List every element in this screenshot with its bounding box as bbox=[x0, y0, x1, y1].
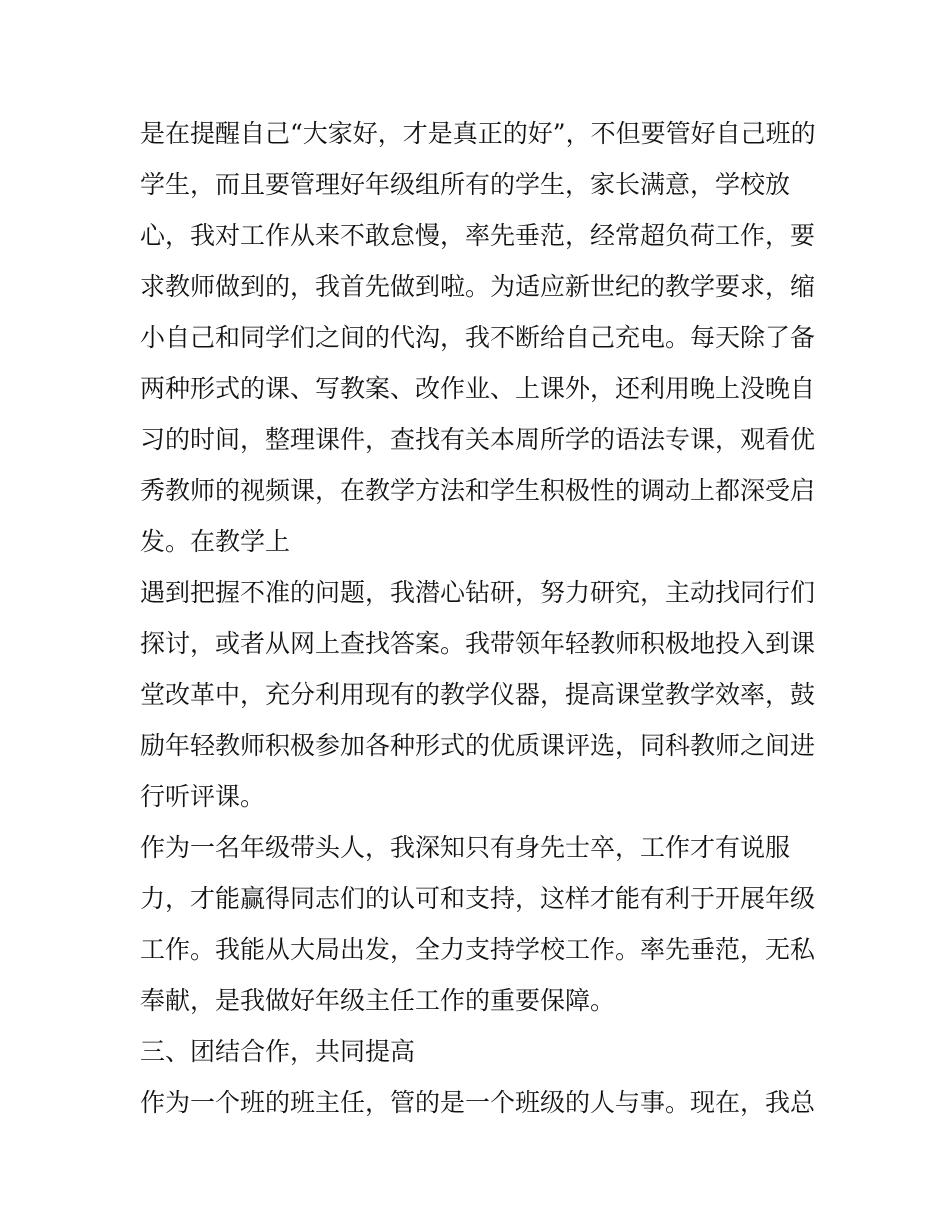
text-line: 奉献，是我做好年级主任工作的重要保障。 bbox=[140, 986, 616, 1015]
text-line: 堂改革中，充分利用现有的教学仪器，提高课堂教学效率，鼓 bbox=[140, 680, 816, 709]
text-line: 励年轻教师积极参加各种形式的优质课评选，同科教师之间进 bbox=[140, 731, 816, 760]
text-line: 力，才能赢得同志们的认可和支持，这样才能有利于开展年级 bbox=[140, 884, 816, 913]
text-line: 工作。我能从大局出发，全力支持学校工作。率先垂范，无私 bbox=[140, 935, 816, 964]
text-line: 学生，而且要管理好年级组所有的学生，家长满意，学校放 bbox=[140, 170, 791, 199]
text-line: 小自己和同学们之间的代沟，我不断给自己充电。每天除了备 bbox=[140, 323, 816, 352]
text-line: 求教师做到的，我首先做到啦。为适应新世纪的教学要求，缩 bbox=[140, 272, 816, 301]
text-line: 探讨，或者从网上查找答案。我带领年轻教师积极地投入到课 bbox=[140, 629, 816, 658]
text-line: 秀教师的视频课，在教学方法和学生积极性的调动上都深受启 bbox=[140, 476, 816, 505]
text-line: 作为一名年级带头人，我深知只有身先士卒，工作才有说服 bbox=[140, 833, 791, 862]
text-line: 是在提醒自己“大家好，才是真正的好”，不但要管好自己班的 bbox=[140, 119, 816, 148]
text-line: 行听评课。 bbox=[140, 782, 266, 811]
text-line: 心，我对工作从来不敢怠慢，率先垂范，经常超负荷工作，要 bbox=[140, 221, 816, 250]
text-line: 两种形式的课、写教案、改作业、上课外，还利用晚上没晚自 bbox=[140, 374, 816, 403]
document-body bbox=[140, 108, 820, 1128]
text-line: 发。在教学上 bbox=[140, 527, 291, 556]
text-line: 习的时间，整理课件，查找有关本周所学的语法专课，观看优 bbox=[140, 425, 816, 454]
text-line: 作为一个班的班主任，管的是一个班级的人与事。现在，我总 bbox=[140, 1088, 816, 1117]
section-heading: 三、团结合作，共同提高 bbox=[140, 1037, 416, 1066]
text-line: 遇到把握不准的问题，我潜心钻研，努力研究，主动找同行们 bbox=[140, 578, 816, 607]
